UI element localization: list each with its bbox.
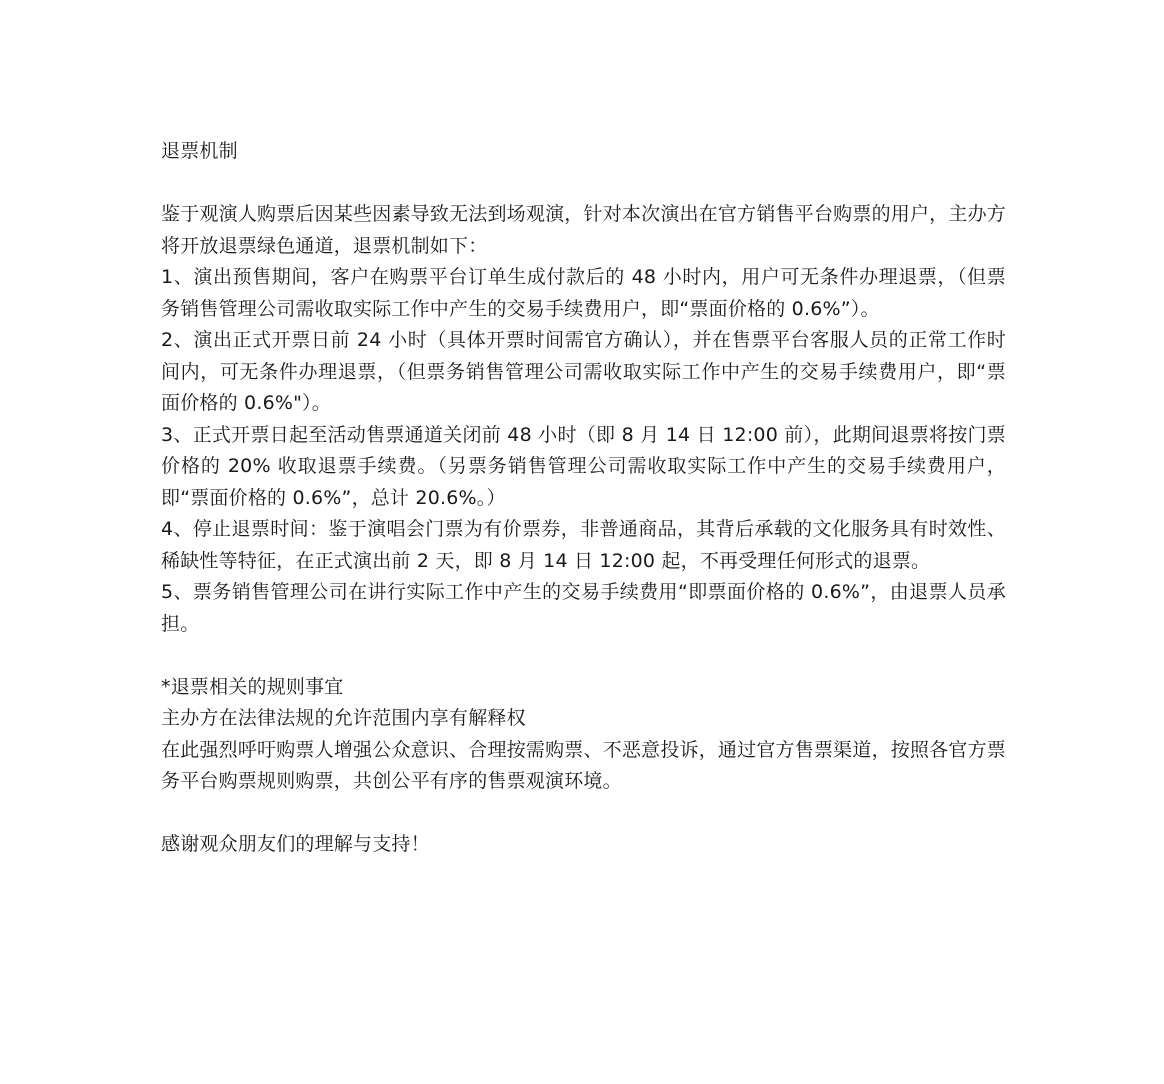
rule-item-5: 5、票务销售管理公司在讲行实际工作中产生的交易手续费用“即票面价格的 0.6%”，由退票人员承担。 xyxy=(161,581,1006,635)
paragraph-gap xyxy=(161,640,1006,672)
appeal-paragraph: 在此强烈呼吁购票人增强公众意识、合理按需购票、不恶意投诉，通过官方售票渠道，按照各官方票务平台购票规则购票，共创公平有序的售票观演环境。 xyxy=(161,738,1006,792)
paragraph-gap xyxy=(161,168,1006,200)
intro-paragraph: 鉴于观演人购票后因某些因素导致无法到场观演，针对本次演出在官方销售平台购票的用户，主办方将开放退票绿色通道，退票机制如下： xyxy=(161,203,1006,257)
document-title: 退票机制 xyxy=(161,140,238,162)
rules-heading: *退票相关的规则事宜 xyxy=(161,675,344,698)
rule-item-2: 2、演出正式开票日前 24 小时（具体开票时间需官方确认），并在售票平台客服人员的正常工作时间内，可无条件办理退票，（但票务销售管理公司需收取实际工作中产生的交易手续费用户，即“票面价格的 0.6%"）。 xyxy=(161,329,1006,414)
paragraph-gap xyxy=(161,798,1006,830)
thanks-line: 感谢观众朋友们的理解与支持！ xyxy=(161,833,430,855)
rule-item-3: 3、正式开票日起至活动售票通道关闭前 48 小时（即 8 月 14 日 12:00 前），此期间退票将按门票价格的 20% 收取退票手续费。（另票务销售管理公司需收取实际工作中产生的交易手续费用户，即“票面价格的 0.6%”，总计 20.6%。） xyxy=(161,423,1006,509)
document-body xyxy=(161,136,1006,861)
rule-item-4: 4、停止退票时间：鉴于演唱会门票为有价票券，非普通商品，其背后承载的文化服务具有时效性、稀缺性等特征，在正式演出前 2 天，即 8 月 14 日 12:00 起，不再受理任何形式的退票。 xyxy=(161,518,1006,572)
rule-item-1: 1、演出预售期间，客户在购票平台订单生成付款后的 48 小时内，用户可无条件办理退票，（但票务销售管理公司需收取实际工作中产生的交易手续费用户，即“票面价格的 0.6%”）。 xyxy=(161,266,1006,320)
interpretation-right-line: 主办方在法律法规的允许范围内享有解释权 xyxy=(161,707,526,729)
